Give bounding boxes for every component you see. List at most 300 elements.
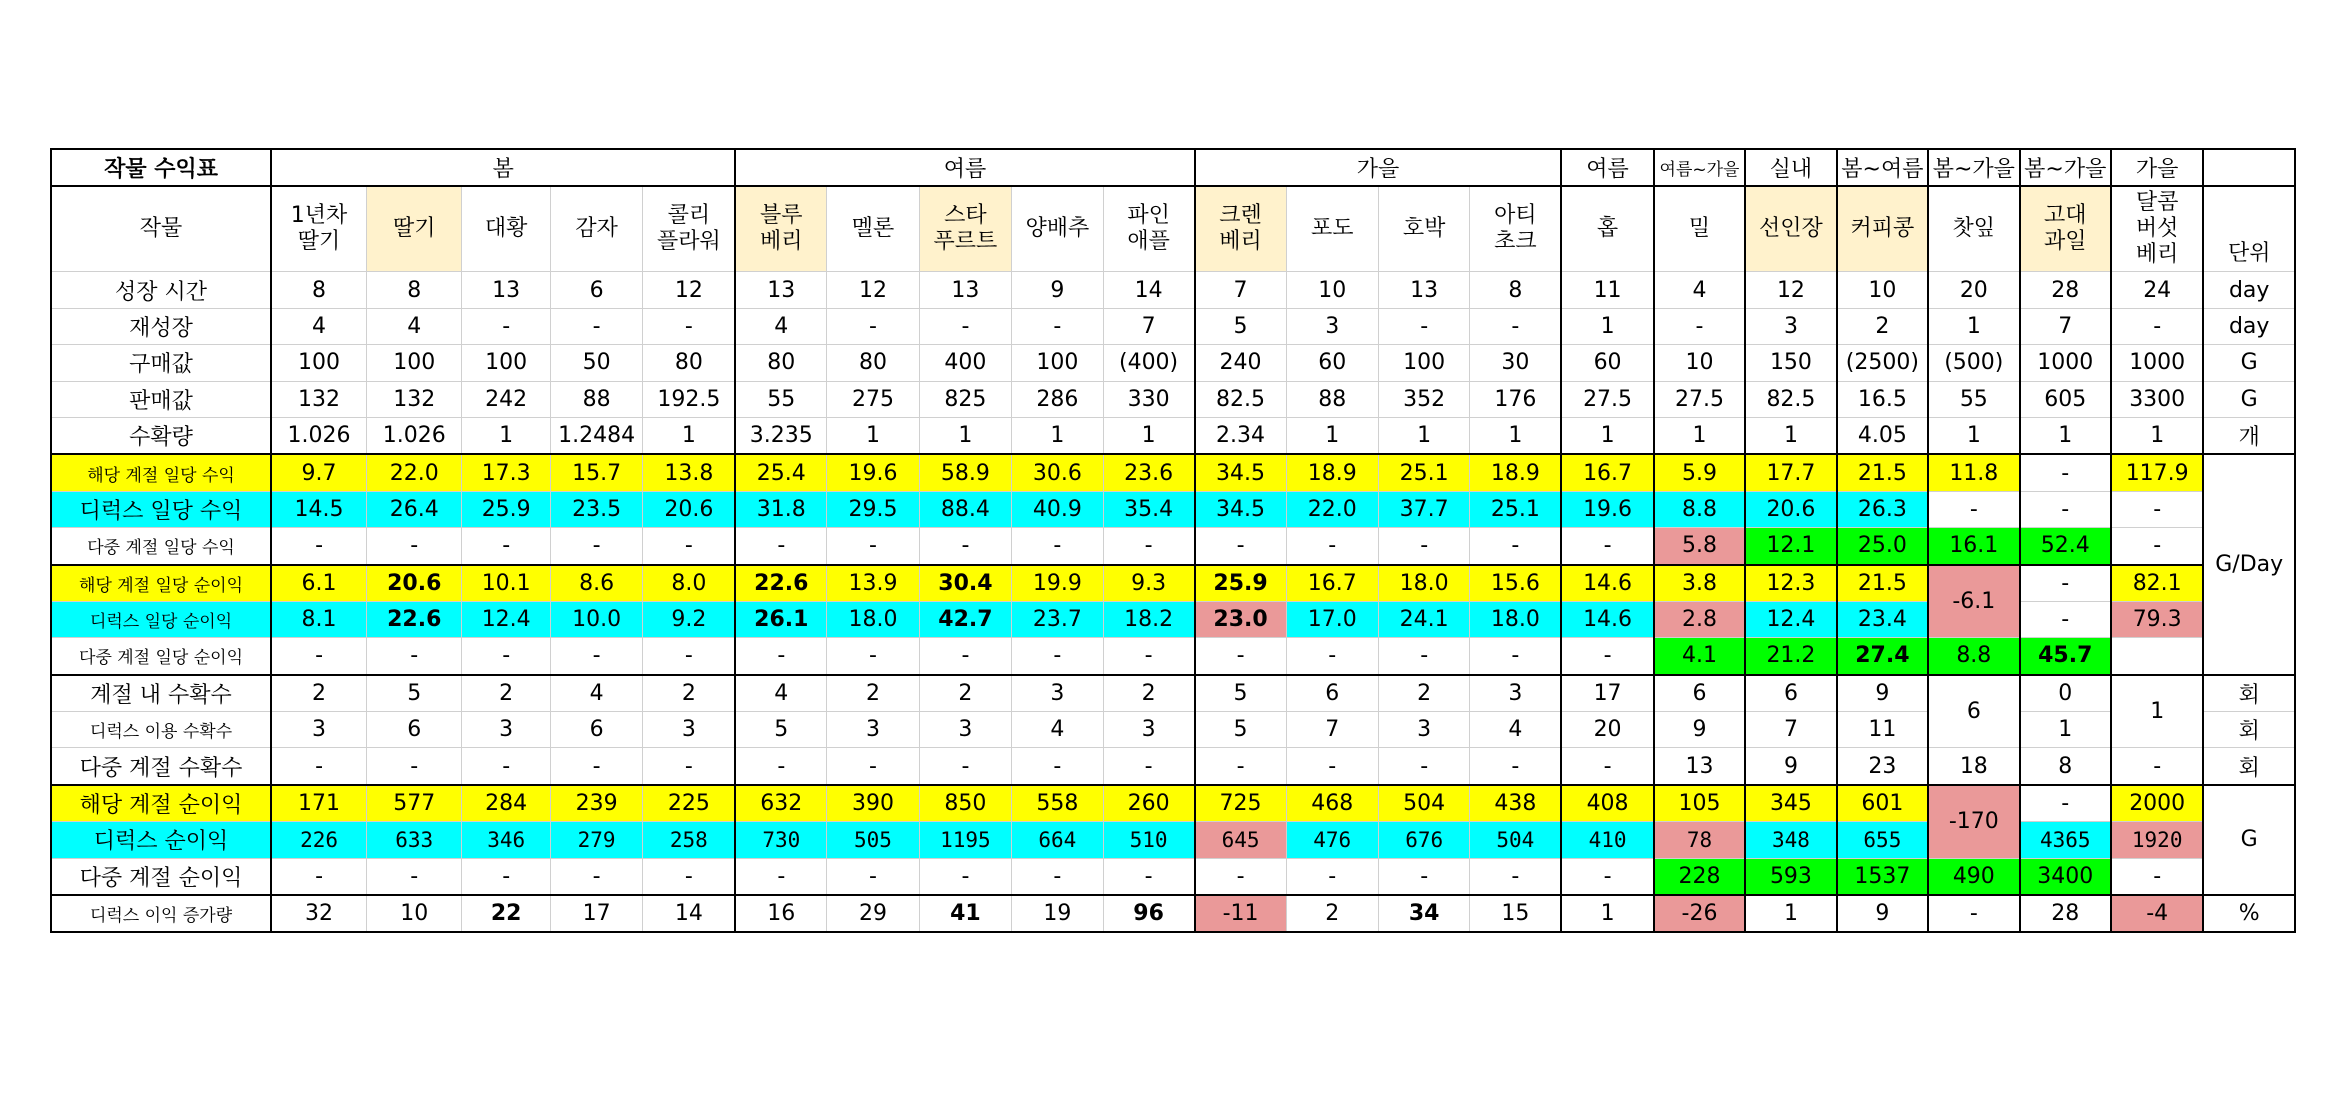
value-cell: 1.026 — [271, 417, 366, 454]
value-cell: 10 — [1654, 345, 1745, 381]
value-cell: (500) — [1928, 345, 2019, 381]
value-cell: 1 — [1561, 417, 1653, 454]
row-label: 해당 계절 순이익 — [51, 785, 271, 822]
value-cell: - — [1470, 858, 1561, 895]
value-cell: 3300 — [2111, 381, 2203, 417]
value-cell: - — [1378, 748, 1469, 785]
value-cell: 25.9 — [1195, 565, 1286, 602]
value-cell: 2 — [643, 675, 736, 712]
value-cell: - — [1195, 858, 1286, 895]
value-cell: - — [1378, 528, 1469, 565]
season-header-row — [51, 149, 2295, 186]
value-cell: 13.9 — [827, 565, 919, 602]
value-cell: 505 — [827, 822, 919, 858]
value-cell: 1 — [1561, 895, 1653, 932]
value-cell: 21.2 — [1745, 638, 1836, 675]
value-cell: - — [1012, 308, 1103, 344]
value-cell: 6 — [1286, 675, 1378, 712]
value-cell: 1 — [2111, 675, 2203, 748]
season-header: 봄~가을 — [2020, 149, 2111, 186]
value-cell: 58.9 — [919, 454, 1011, 491]
value-cell: 82.5 — [1195, 381, 1286, 417]
value-cell: 1 — [1745, 895, 1836, 932]
value-cell: 352 — [1378, 381, 1469, 417]
crop-name: 1년차 딸기 — [271, 186, 366, 272]
value-cell: - — [827, 638, 919, 675]
crop-name: 달콤 버섯 베리 — [2111, 186, 2203, 272]
value-cell: 30 — [1470, 345, 1561, 381]
row-label: 해당 계절 일당 수익 — [51, 454, 271, 491]
value-cell: 730 — [735, 822, 826, 858]
value-cell: 4365 — [2020, 822, 2111, 858]
value-cell: - — [735, 638, 826, 675]
value-cell: 10.1 — [462, 565, 550, 602]
value-cell: 4 — [1654, 272, 1745, 308]
table-title: 작물 수익표 — [51, 149, 271, 186]
value-cell: - — [1103, 748, 1195, 785]
value-cell: - — [1561, 638, 1653, 675]
value-cell: - — [735, 528, 826, 565]
value-cell: 1 — [1286, 417, 1378, 454]
value-cell: 88.4 — [919, 491, 1011, 527]
value-cell: 1000 — [2020, 345, 2111, 381]
value-cell: 19.6 — [1561, 491, 1653, 527]
data-row — [51, 454, 2295, 491]
value-cell: 4 — [271, 308, 366, 344]
value-cell: - — [1470, 748, 1561, 785]
value-cell: 3.8 — [1654, 565, 1745, 602]
value-cell: -6.1 — [1928, 565, 2019, 638]
value-cell: 3 — [1103, 712, 1195, 748]
value-cell: 468 — [1286, 785, 1378, 822]
value-cell: 1 — [1561, 308, 1653, 344]
value-cell: 26.1 — [735, 601, 826, 637]
value-cell: 8 — [271, 272, 366, 308]
value-cell: 14 — [1103, 272, 1195, 308]
value-cell: 240 — [1195, 345, 1286, 381]
value-cell: 1 — [1928, 308, 2019, 344]
value-cell: 31.8 — [735, 491, 826, 527]
value-cell: - — [1103, 858, 1195, 895]
value-cell: - — [462, 638, 550, 675]
value-cell: 100 — [1012, 345, 1103, 381]
value-cell: 6 — [1928, 675, 2019, 748]
value-cell: 32 — [271, 895, 366, 932]
value-cell: - — [735, 858, 826, 895]
value-cell: 52.4 — [2020, 528, 2111, 565]
value-cell: - — [462, 858, 550, 895]
value-cell: 20 — [1561, 712, 1653, 748]
value-cell: 408 — [1561, 785, 1653, 822]
value-cell: 8.1 — [271, 601, 366, 637]
value-cell: 100 — [462, 345, 550, 381]
value-cell: 225 — [643, 785, 736, 822]
season-header: 실내 — [1745, 149, 1836, 186]
value-cell: - — [1195, 638, 1286, 675]
value-cell: 20.6 — [643, 491, 736, 527]
value-cell — [2111, 638, 2203, 675]
value-cell: 50 — [550, 345, 642, 381]
value-cell: 171 — [271, 785, 366, 822]
value-cell: - — [367, 748, 462, 785]
value-cell: - — [2020, 785, 2111, 822]
value-cell: 45.7 — [2020, 638, 2111, 675]
value-cell: - — [643, 748, 736, 785]
value-cell: 6 — [550, 712, 642, 748]
value-cell: 25.1 — [1470, 491, 1561, 527]
value-cell: 2.8 — [1654, 601, 1745, 637]
value-cell: - — [1378, 308, 1469, 344]
value-cell: 25.4 — [735, 454, 826, 491]
value-cell: 10.0 — [550, 601, 642, 637]
value-cell: 22 — [462, 895, 550, 932]
value-cell: - — [1378, 858, 1469, 895]
value-cell: 8.6 — [550, 565, 642, 602]
value-cell: 9 — [1837, 895, 1928, 932]
value-cell: - — [643, 638, 736, 675]
value-cell: 4 — [1470, 712, 1561, 748]
row-label: 재성장 — [51, 308, 271, 344]
value-cell: - — [1654, 308, 1745, 344]
value-cell: 80 — [827, 345, 919, 381]
value-cell: - — [367, 858, 462, 895]
value-cell: 6 — [1654, 675, 1745, 712]
value-cell: 4.1 — [1654, 638, 1745, 675]
value-cell: 9.2 — [643, 601, 736, 637]
value-cell: 34.5 — [1195, 491, 1286, 527]
row-label: 해당 계절 일당 순이익 — [51, 565, 271, 602]
value-cell: -26 — [1654, 895, 1745, 932]
value-cell: - — [550, 528, 642, 565]
value-cell: 12.4 — [1745, 601, 1836, 637]
value-cell: 28 — [2020, 272, 2111, 308]
value-cell: 23.6 — [1103, 454, 1195, 491]
value-cell: 655 — [1837, 822, 1928, 858]
value-cell: - — [2020, 565, 2111, 602]
unit-cell: day — [2203, 272, 2295, 308]
value-cell: 9 — [1654, 712, 1745, 748]
value-cell: 5 — [367, 675, 462, 712]
value-cell: 3 — [827, 712, 919, 748]
value-cell: 1 — [919, 417, 1011, 454]
value-cell: 16.5 — [1837, 381, 1928, 417]
value-cell: - — [1470, 528, 1561, 565]
value-cell: 1 — [1470, 417, 1561, 454]
value-cell: 14 — [643, 895, 736, 932]
value-cell: 19 — [1012, 895, 1103, 932]
data-row — [51, 565, 2295, 602]
value-cell: 7 — [2020, 308, 2111, 344]
value-cell: 30.4 — [919, 565, 1011, 602]
value-cell: 8 — [1470, 272, 1561, 308]
row-label: 디럭스 일당 수익 — [51, 491, 271, 527]
value-cell: 82.1 — [2111, 565, 2203, 602]
value-cell: 16.7 — [1286, 565, 1378, 602]
value-cell: 78 — [1654, 822, 1745, 858]
value-cell: - — [2111, 491, 2203, 527]
value-cell: - — [827, 858, 919, 895]
value-cell: 1 — [1745, 417, 1836, 454]
value-cell: 275 — [827, 381, 919, 417]
value-cell: 286 — [1012, 381, 1103, 417]
value-cell: 55 — [1928, 381, 2019, 417]
value-cell: 18.9 — [1470, 454, 1561, 491]
value-cell: 438 — [1470, 785, 1561, 822]
crop-name: 파인 애플 — [1103, 186, 1195, 272]
value-cell: 12 — [827, 272, 919, 308]
data-row — [51, 528, 2295, 565]
value-cell: 25.9 — [462, 491, 550, 527]
value-cell: 1 — [462, 417, 550, 454]
value-cell: 7 — [1286, 712, 1378, 748]
value-cell: 22.0 — [367, 454, 462, 491]
value-cell: 4 — [1012, 712, 1103, 748]
crop-name-row — [51, 186, 2295, 272]
value-cell: 80 — [735, 345, 826, 381]
value-cell: 10 — [1837, 272, 1928, 308]
value-cell: 9.7 — [271, 454, 366, 491]
value-cell: 330 — [1103, 381, 1195, 417]
value-cell: 3 — [1286, 308, 1378, 344]
row-label: 디럭스 이용 수확수 — [51, 712, 271, 748]
value-cell: 1 — [1928, 417, 2019, 454]
value-cell: 5 — [1195, 308, 1286, 344]
value-cell: 13 — [462, 272, 550, 308]
value-cell: 1 — [1378, 417, 1469, 454]
crop-name: 대황 — [462, 186, 550, 272]
value-cell: 1000 — [2111, 345, 2203, 381]
value-cell: - — [1561, 858, 1653, 895]
value-cell: 676 — [1378, 822, 1469, 858]
value-cell: 8.0 — [643, 565, 736, 602]
value-cell: - — [462, 308, 550, 344]
value-cell: 2 — [919, 675, 1011, 712]
value-cell: - — [1103, 528, 1195, 565]
value-cell: - — [367, 528, 462, 565]
value-cell: 9.3 — [1103, 565, 1195, 602]
value-cell: 23 — [1837, 748, 1928, 785]
value-cell: 150 — [1745, 345, 1836, 381]
value-cell: 850 — [919, 785, 1011, 822]
value-cell: 0 — [2020, 675, 2111, 712]
value-cell: 228 — [1654, 858, 1745, 895]
value-cell: 14.5 — [271, 491, 366, 527]
value-cell: 16 — [735, 895, 826, 932]
crop-name: 밀 — [1654, 186, 1745, 272]
value-cell: 2 — [1378, 675, 1469, 712]
value-cell: - — [643, 308, 736, 344]
value-cell: 19.6 — [827, 454, 919, 491]
value-cell: 510 — [1103, 822, 1195, 858]
value-cell: 1 — [2020, 712, 2111, 748]
value-cell: 12 — [1745, 272, 1836, 308]
unit-cell: 회 — [2203, 748, 2295, 785]
data-row — [51, 895, 2295, 932]
value-cell: 41 — [919, 895, 1011, 932]
value-cell: 12 — [643, 272, 736, 308]
row-label: 수확량 — [51, 417, 271, 454]
value-cell: 100 — [271, 345, 366, 381]
value-cell: 21.5 — [1837, 565, 1928, 602]
crop-name: 호박 — [1378, 186, 1469, 272]
value-cell: 1537 — [1837, 858, 1928, 895]
unit-cell: 개 — [2203, 417, 2295, 454]
value-cell: 12.3 — [1745, 565, 1836, 602]
value-cell: 1.2484 — [550, 417, 642, 454]
value-cell: 1 — [1103, 417, 1195, 454]
value-cell: 17.7 — [1745, 454, 1836, 491]
value-cell: 577 — [367, 785, 462, 822]
value-cell: 10 — [1286, 272, 1378, 308]
season-header: 봄 — [271, 149, 735, 186]
value-cell: 11.8 — [1928, 454, 2019, 491]
value-cell: 12.4 — [462, 601, 550, 637]
value-cell: - — [1470, 308, 1561, 344]
data-row — [51, 675, 2295, 712]
value-cell: 558 — [1012, 785, 1103, 822]
value-cell: - — [2111, 528, 2203, 565]
value-cell: 8.8 — [1928, 638, 2019, 675]
row-label: 다중 계절 일당 수익 — [51, 528, 271, 565]
value-cell: 400 — [919, 345, 1011, 381]
value-cell: 27.5 — [1561, 381, 1653, 417]
value-cell: 279 — [550, 822, 642, 858]
value-cell: 1195 — [919, 822, 1011, 858]
value-cell: 132 — [367, 381, 462, 417]
value-cell: 105 — [1654, 785, 1745, 822]
value-cell: 9 — [1837, 675, 1928, 712]
value-cell: 4 — [550, 675, 642, 712]
crop-header-label: 작물 — [51, 186, 271, 272]
crop-name: 아티 초크 — [1470, 186, 1561, 272]
value-cell: 242 — [462, 381, 550, 417]
data-row — [51, 748, 2295, 785]
value-cell: 16.1 — [1928, 528, 2019, 565]
crop-name: 스타 푸르트 — [919, 186, 1011, 272]
value-cell: - — [2020, 454, 2111, 491]
unit-cell: % — [2203, 895, 2295, 932]
value-cell: - — [1378, 638, 1469, 675]
unit-cell: 회 — [2203, 712, 2295, 748]
value-cell: - — [1561, 528, 1653, 565]
value-cell: - — [271, 858, 366, 895]
crop-name: 양배추 — [1012, 186, 1103, 272]
value-cell: 18.0 — [1470, 601, 1561, 637]
value-cell: 34 — [1378, 895, 1469, 932]
value-cell: 88 — [1286, 381, 1378, 417]
value-cell: - — [827, 308, 919, 344]
value-cell: 5.8 — [1654, 528, 1745, 565]
value-cell: - — [1286, 528, 1378, 565]
data-row — [51, 308, 2295, 344]
value-cell: - — [1286, 638, 1378, 675]
value-cell: 29.5 — [827, 491, 919, 527]
data-row — [51, 638, 2295, 675]
value-cell: 13.8 — [643, 454, 736, 491]
value-cell: 239 — [550, 785, 642, 822]
value-cell: 27.4 — [1837, 638, 1928, 675]
value-cell: 5 — [1195, 675, 1286, 712]
value-cell: 284 — [462, 785, 550, 822]
unit-cell: G/Day — [2203, 454, 2295, 674]
value-cell: 28 — [2020, 895, 2111, 932]
data-row — [51, 381, 2295, 417]
value-cell: 19.9 — [1012, 565, 1103, 602]
value-cell: 79.3 — [2111, 601, 2203, 637]
row-label: 구매값 — [51, 345, 271, 381]
value-cell: - — [271, 638, 366, 675]
value-cell: 1920 — [2111, 822, 2203, 858]
value-cell: - — [1012, 638, 1103, 675]
value-cell: 3400 — [2020, 858, 2111, 895]
value-cell: 24 — [2111, 272, 2203, 308]
value-cell: - — [919, 858, 1011, 895]
value-cell: 258 — [643, 822, 736, 858]
value-cell: 7 — [1745, 712, 1836, 748]
value-cell: 14.6 — [1561, 601, 1653, 637]
crop-name: 멜론 — [827, 186, 919, 272]
value-cell: 192.5 — [643, 381, 736, 417]
value-cell: 10 — [367, 895, 462, 932]
value-cell: - — [550, 748, 642, 785]
value-cell: 632 — [735, 785, 826, 822]
value-cell: 22.6 — [367, 601, 462, 637]
value-cell: 3 — [1745, 308, 1836, 344]
value-cell: 4 — [735, 675, 826, 712]
value-cell: 100 — [1378, 345, 1469, 381]
value-cell: 34.5 — [1195, 454, 1286, 491]
value-cell: 60 — [1561, 345, 1653, 381]
value-cell: 1 — [2111, 417, 2203, 454]
season-header: 가을 — [1195, 149, 1562, 186]
value-cell: 23.5 — [550, 491, 642, 527]
value-cell: 1 — [2020, 417, 2111, 454]
season-header: 가을 — [2111, 149, 2203, 186]
crop-name: 찻잎 — [1928, 186, 2019, 272]
value-cell: - — [1561, 748, 1653, 785]
crop-name: 블루 베리 — [735, 186, 826, 272]
value-cell: 23.7 — [1012, 601, 1103, 637]
value-cell: 11 — [1561, 272, 1653, 308]
value-cell: 17.0 — [1286, 601, 1378, 637]
season-header — [2203, 149, 2295, 186]
value-cell: (2500) — [1837, 345, 1928, 381]
crop-name: 포도 — [1286, 186, 1378, 272]
value-cell: - — [462, 748, 550, 785]
value-cell: 504 — [1378, 785, 1469, 822]
value-cell: 593 — [1745, 858, 1836, 895]
value-cell: - — [1928, 491, 2019, 527]
value-cell: 2 — [1837, 308, 1928, 344]
value-cell: 3 — [1470, 675, 1561, 712]
value-cell: 3 — [919, 712, 1011, 748]
value-cell: 6 — [1745, 675, 1836, 712]
data-row — [51, 272, 2295, 308]
row-label: 다중 계절 순이익 — [51, 858, 271, 895]
value-cell: 117.9 — [2111, 454, 2203, 491]
value-cell: 15 — [1470, 895, 1561, 932]
value-cell: 2000 — [2111, 785, 2203, 822]
value-cell: - — [550, 858, 642, 895]
value-cell: 15.6 — [1470, 565, 1561, 602]
value-cell: - — [271, 748, 366, 785]
value-cell: 17 — [550, 895, 642, 932]
value-cell: 3 — [462, 712, 550, 748]
value-cell: - — [1012, 528, 1103, 565]
season-header: 봄~가을 — [1928, 149, 2019, 186]
value-cell: 80 — [643, 345, 736, 381]
value-cell: 3.235 — [735, 417, 826, 454]
